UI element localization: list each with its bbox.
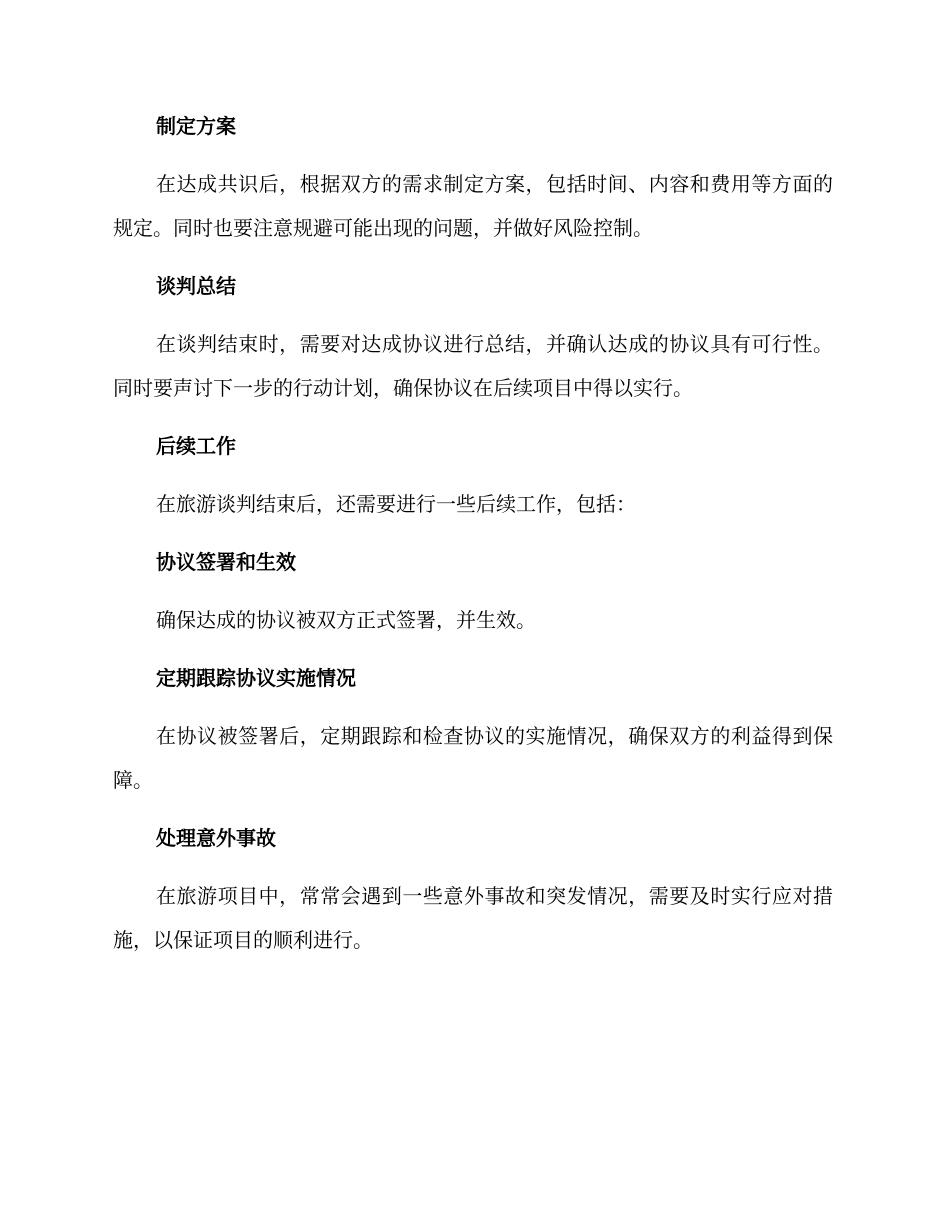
section-heading-tracking: 定期跟踪协议实施情况 (156, 666, 356, 690)
document-body (113, 104, 833, 976)
section-paragraph-summary: 在谈判结束时，需要对达成协议进行总结，并确认达成的协议具有可行性。同时要声讨下一步的行动计划，确保协议在后续项目中得以实行。 (113, 332, 833, 400)
section-heading-summary: 谈判总结 (156, 274, 236, 298)
section-paragraph-accidents: 在旅游项目中，常常会遇到一些意外事故和突发情况，需要及时实行应对措施，以保证项目的顺利进行。 (113, 884, 833, 952)
section-paragraph-signing: 确保达成的协议被双方正式签署，并生效。 (156, 608, 536, 632)
section-heading-accidents: 处理意外事故 (156, 826, 276, 850)
section-heading-signing: 协议签署和生效 (156, 550, 296, 574)
section-heading-plan: 制定方案 (156, 114, 236, 138)
section-paragraph-plan: 在达成共识后，根据双方的需求制定方案，包括时间、内容和费用等方面的规定。同时也要注意规避可能出现的问题，并做好风险控制。 (113, 172, 833, 240)
section-paragraph-follow-up: 在旅游谈判结束后，还需要进行一些后续工作，包括： (156, 492, 636, 516)
section-heading-follow-up: 后续工作 (156, 434, 236, 458)
section-paragraph-tracking: 在协议被签署后，定期跟踪和检查协议的实施情况，确保双方的利益得到保障。 (113, 724, 833, 792)
